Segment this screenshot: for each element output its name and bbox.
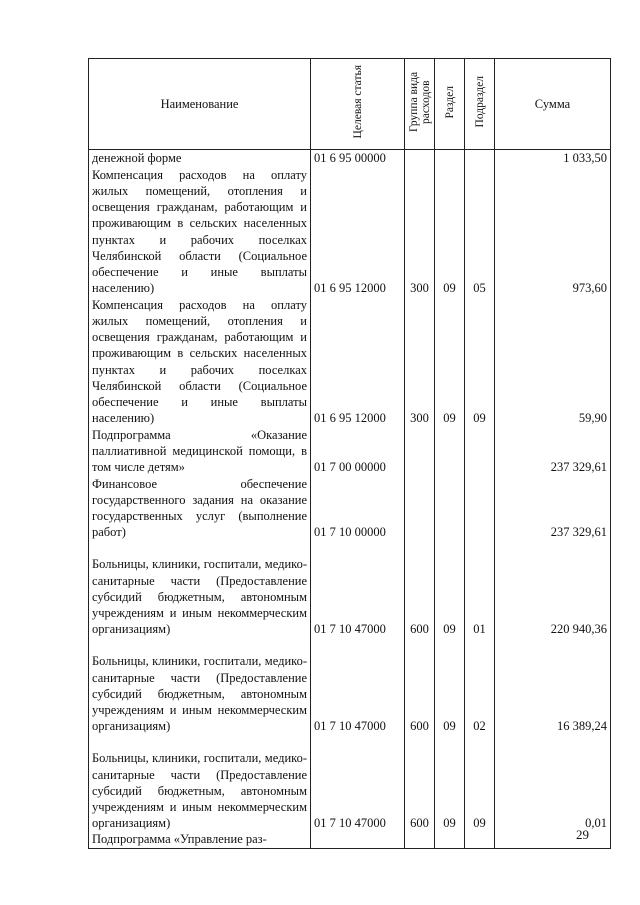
row-group: 600 [405, 637, 435, 734]
row-section: 09 [435, 166, 465, 296]
row-section: 09 [435, 540, 465, 637]
row-group: 300 [405, 296, 435, 426]
budget-table [88, 58, 611, 849]
row-section [435, 426, 465, 475]
header-article: Целевая статья [311, 59, 405, 150]
row-name: Подпрограмма «Управление раз- [89, 831, 311, 848]
row-article: 01 6 95 12000 [311, 296, 405, 426]
table-row [89, 637, 611, 734]
row-name: Больницы, клиники, госпитали, медико-санитарные части (Предоставление субсидий бюджетным, автономным учреждениям и иным некоммерческим организациям) [89, 734, 311, 831]
table-header-row [89, 59, 611, 150]
row-sum: 237 329,61 [495, 426, 611, 475]
row-subsection: 09 [465, 296, 495, 426]
row-section [435, 831, 465, 848]
row-article: 01 7 10 47000 [311, 540, 405, 637]
row-group [405, 475, 435, 540]
row-sum: 59,90 [495, 296, 611, 426]
header-sum: Сумма [495, 59, 611, 150]
row-section [435, 475, 465, 540]
row-article: 01 7 10 47000 [311, 734, 405, 831]
row-sum: 973,60 [495, 166, 611, 296]
row-section: 09 [435, 637, 465, 734]
row-subsection [465, 426, 495, 475]
row-name: Больницы, клиники, госпитали, медико-санитарные части (Предоставление субсидий бюджетным, автономным учреждениям и иным некоммерческим организациям) [89, 637, 311, 734]
row-subsection [465, 150, 495, 167]
row-subsection: 09 [465, 734, 495, 831]
row-sum: 1 033,50 [495, 150, 611, 167]
table-row [89, 150, 611, 167]
table-row [89, 475, 611, 540]
row-name: Компенсация расходов на оплату жилых помещений, отопления и освещения гражданам, работающим и проживающим в сельских населенных пунктах и рабочих поселках Челябинской области (Социальное обеспечение и иные выплаты населению) [89, 296, 311, 426]
row-article: 01 7 10 00000 [311, 475, 405, 540]
row-article [311, 831, 405, 848]
row-group [405, 150, 435, 167]
table-row [89, 831, 611, 848]
row-group [405, 426, 435, 475]
table-row [89, 540, 611, 637]
row-group [405, 831, 435, 848]
row-name: Компенсация расходов на оплату жилых помещений, отопления и освещения гражданам, работающим и проживающим в сельских населенных пунктах и рабочих поселках Челябинской области (Социальное обеспечение и иные выплаты населению) [89, 166, 311, 296]
row-sum [495, 831, 611, 848]
row-section: 09 [435, 296, 465, 426]
table-row [89, 166, 611, 296]
row-subsection: 05 [465, 166, 495, 296]
row-name: Больницы, клиники, госпитали, медико-санитарные части (Предоставление субсидий бюджетным, автономным учреждениям и иным некоммерческим организациям) [89, 540, 311, 637]
header-section: Раздел [435, 59, 465, 150]
row-name: денежной форме [89, 150, 311, 167]
row-subsection: 01 [465, 540, 495, 637]
row-subsection [465, 831, 495, 848]
table-row [89, 296, 611, 426]
row-article: 01 6 95 00000 [311, 150, 405, 167]
row-sum: 16 389,24 [495, 637, 611, 734]
row-article: 01 6 95 12000 [311, 166, 405, 296]
row-section: 09 [435, 734, 465, 831]
row-article: 01 7 10 47000 [311, 637, 405, 734]
table-row [89, 426, 611, 475]
header-expense-group: Группа вида расходов [405, 59, 435, 150]
row-group: 600 [405, 734, 435, 831]
header-subsection: Подраздел [465, 59, 495, 150]
row-subsection [465, 475, 495, 540]
table-row [89, 734, 611, 831]
row-sum: 220 940,36 [495, 540, 611, 637]
row-section [435, 150, 465, 167]
row-sum: 0,01 [495, 734, 611, 831]
row-name: Финансовое обеспечение государственного задания на оказание государственных услуг (выполнение работ) [89, 475, 311, 540]
header-name: Наименование [89, 59, 311, 150]
page-number: 29 [576, 827, 589, 842]
row-subsection: 02 [465, 637, 495, 734]
row-group: 300 [405, 166, 435, 296]
row-article: 01 7 00 00000 [311, 426, 405, 475]
row-name: Подпрограмма «Оказание паллиативной медицинской помощи, в том числе детям» [89, 426, 311, 475]
row-group: 600 [405, 540, 435, 637]
row-sum: 237 329,61 [495, 475, 611, 540]
